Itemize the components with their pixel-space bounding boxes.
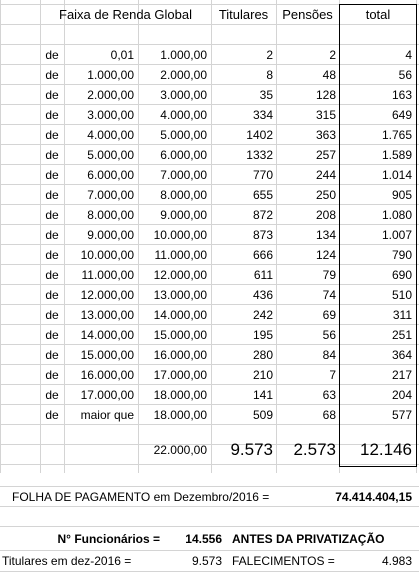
row-de[interactable]: de [45, 388, 59, 402]
row-to[interactable]: 2.000,00 [160, 68, 207, 82]
row-total[interactable]: 364 [391, 348, 412, 362]
row-to[interactable]: 4.000,00 [160, 108, 207, 122]
row-titulares[interactable]: 1402 [246, 128, 273, 142]
grid-hline [0, 464, 419, 465]
row-total[interactable]: 56 [398, 68, 412, 82]
row-total[interactable]: 251 [391, 328, 412, 342]
row-from[interactable]: 13.000,00 [80, 308, 134, 322]
row-to[interactable]: 9.000,00 [160, 208, 207, 222]
row-pensoes[interactable]: 63 [322, 388, 336, 402]
row-from[interactable]: 7.000,00 [87, 188, 134, 202]
totals-pensoes[interactable]: 2.573 [293, 440, 336, 459]
row-titulares[interactable]: 2 [266, 48, 273, 62]
row-titulares[interactable]: 242 [252, 308, 273, 322]
row-from[interactable]: 12.000,00 [80, 288, 134, 302]
row-total[interactable]: 690 [391, 268, 412, 282]
row-titulares[interactable]: 509 [252, 408, 273, 422]
row-de[interactable]: de [45, 248, 59, 262]
row-pensoes[interactable]: 68 [322, 408, 336, 422]
row-from[interactable]: 15.000,00 [80, 348, 134, 362]
row-pensoes[interactable]: 7 [329, 368, 336, 382]
row-pensoes[interactable]: 363 [315, 128, 336, 142]
row-titulares[interactable]: 1332 [246, 148, 273, 162]
row-total[interactable]: 649 [391, 108, 412, 122]
row-to[interactable]: 15.000,00 [153, 328, 207, 342]
row-to[interactable]: 18.000,00 [153, 408, 207, 422]
row-de[interactable]: de [45, 208, 59, 222]
row-de[interactable]: de [45, 88, 59, 102]
row-de[interactable]: de [45, 328, 59, 342]
row-titulares[interactable]: 666 [252, 248, 273, 262]
row-from[interactable]: 3.000,00 [87, 108, 134, 122]
row-titulares[interactable]: 210 [252, 368, 273, 382]
totals-total[interactable]: 12.146 [360, 440, 412, 459]
row-de[interactable]: de [45, 168, 59, 182]
grid-vline [0, 0, 1, 473]
titulares-dez-value[interactable]: 9.573 [191, 554, 222, 568]
row-titulares[interactable]: 334 [252, 108, 273, 122]
row-total[interactable]: 790 [391, 248, 412, 262]
row-total[interactable]: 577 [391, 408, 412, 422]
row-to[interactable]: 16.000,00 [153, 348, 207, 362]
row-from[interactable]: 10.000,00 [80, 248, 134, 262]
row-titulares[interactable]: 280 [252, 348, 273, 362]
row-pensoes[interactable]: 257 [315, 148, 336, 162]
row-to[interactable]: 14.000,00 [153, 308, 207, 322]
row-pensoes[interactable]: 74 [322, 288, 336, 302]
row-from[interactable]: 1.000,00 [87, 68, 134, 82]
row-de[interactable]: de [45, 288, 59, 302]
row-total[interactable]: 1.765 [381, 128, 412, 142]
row-from[interactable]: 6.000,00 [87, 168, 134, 182]
row-to[interactable]: 13.000,00 [153, 288, 207, 302]
row-pensoes[interactable]: 244 [315, 168, 336, 182]
falecimentos-value[interactable]: 4.983 [381, 554, 412, 568]
row-pensoes[interactable]: 2 [329, 48, 336, 62]
header-titulares[interactable]: Titulares [218, 7, 269, 22]
row-total[interactable]: 905 [391, 188, 412, 202]
row-total[interactable]: 1.007 [381, 228, 412, 242]
row-to[interactable]: 11.000,00 [154, 248, 207, 262]
funcionarios-label[interactable]: N° Funcionários = [57, 532, 160, 546]
total-column-border [416, 4, 417, 467]
row-titulares[interactable]: 141 [252, 388, 273, 402]
row-total[interactable]: 217 [391, 368, 412, 382]
row-from[interactable]: 0,01 [110, 48, 134, 62]
row-from[interactable]: 17.000,00 [80, 388, 134, 402]
row-from[interactable]: 14.000,00 [80, 328, 134, 342]
row-pensoes[interactable]: 208 [315, 208, 336, 222]
row-de[interactable]: de [45, 308, 59, 322]
row-pensoes[interactable]: 128 [315, 88, 336, 102]
row-pensoes[interactable]: 56 [322, 328, 336, 342]
row-titulares[interactable]: 872 [252, 208, 273, 222]
total-column-border [339, 466, 417, 467]
row-from[interactable]: maior que [80, 408, 134, 422]
row-to[interactable]: 6.000,00 [160, 148, 207, 162]
row-de[interactable]: de [45, 128, 59, 142]
row-to[interactable]: 12.000,00 [153, 268, 207, 282]
row-to[interactable]: 17.000,00 [153, 368, 207, 382]
row-to[interactable]: 10.000,00 [153, 228, 207, 242]
row-from[interactable]: 4.000,00 [87, 128, 134, 142]
header-pensoes[interactable]: Pensões [282, 7, 333, 22]
row-total[interactable]: 510 [391, 288, 412, 302]
row-pensoes[interactable]: 79 [322, 268, 336, 282]
row-to[interactable]: 18.000,00 [153, 388, 207, 402]
totals-faixa[interactable]: 22.000,00 [153, 443, 207, 457]
header-faixa[interactable]: Faixa de Renda Global [59, 7, 192, 22]
row-pensoes[interactable]: 134 [315, 228, 336, 242]
falecimentos-label[interactable]: FALECIMENTOS = [232, 554, 335, 568]
row-de[interactable]: de [45, 108, 59, 122]
row-from[interactable]: 9.000,00 [87, 228, 134, 242]
row-total[interactable]: 1.589 [381, 148, 412, 162]
row-titulares[interactable]: 195 [252, 328, 273, 342]
row-to[interactable]: 7.000,00 [160, 168, 207, 182]
row-titulares[interactable]: 8 [266, 68, 273, 82]
header-total[interactable]: total [365, 7, 391, 22]
row-de[interactable]: de [45, 48, 59, 62]
row-total[interactable]: 163 [391, 88, 412, 102]
row-pensoes[interactable]: 315 [315, 108, 336, 122]
funcionarios-value[interactable]: 14.556 [185, 532, 222, 546]
row-pensoes[interactable]: 124 [315, 248, 336, 262]
row-total[interactable]: 1.080 [381, 208, 412, 222]
row-de[interactable]: de [45, 148, 59, 162]
row-de[interactable]: de [45, 348, 59, 362]
totals-titulares[interactable]: 9.573 [230, 440, 273, 459]
row-from[interactable]: 16.000,00 [80, 368, 134, 382]
row-from[interactable]: 11.000,00 [81, 268, 134, 282]
row-titulares[interactable]: 611 [253, 268, 273, 282]
folha-label[interactable]: FOLHA DE PAGAMENTO em Dezembro/2016 = [12, 490, 270, 504]
row-total[interactable]: 4 [405, 48, 412, 62]
row-total[interactable]: 204 [391, 388, 412, 402]
row-pensoes[interactable]: 69 [322, 308, 336, 322]
folha-value[interactable]: 74.414.404,15 [335, 490, 412, 504]
row-de[interactable]: de [45, 408, 59, 422]
row-to[interactable]: 8.000,00 [160, 188, 207, 202]
row-to[interactable]: 3.000,00 [160, 88, 207, 102]
row-de[interactable]: de [45, 368, 59, 382]
row-pensoes[interactable]: 250 [315, 188, 336, 202]
row-titulares[interactable]: 35 [259, 88, 273, 102]
row-de[interactable]: de [45, 188, 59, 202]
funcionarios-note[interactable]: ANTES DA PRIVATIZAÇÃO [232, 532, 385, 546]
row-titulares[interactable]: 873 [252, 228, 273, 242]
row-total[interactable]: 311 [392, 308, 412, 322]
row-total[interactable]: 1.014 [381, 168, 412, 182]
row-de[interactable]: de [45, 68, 59, 82]
row-pensoes[interactable]: 84 [322, 348, 336, 362]
row-de[interactable]: de [45, 268, 59, 282]
row-from[interactable]: 5.000,00 [87, 148, 134, 162]
row-de[interactable]: de [45, 228, 59, 242]
row-titulares[interactable]: 436 [252, 288, 273, 302]
row-from[interactable]: 2.000,00 [87, 88, 134, 102]
grid-hline [0, 526, 419, 527]
row-titulares[interactable]: 655 [252, 188, 273, 202]
row-pensoes[interactable]: 48 [322, 68, 336, 82]
row-titulares[interactable]: 770 [252, 168, 273, 182]
row-from[interactable]: 8.000,00 [87, 208, 134, 222]
row-to[interactable]: 5.000,00 [160, 128, 207, 142]
row-to[interactable]: 1.000,00 [160, 48, 207, 62]
titulares-dez-label[interactable]: Titulares em dez-2016 = [2, 554, 132, 568]
